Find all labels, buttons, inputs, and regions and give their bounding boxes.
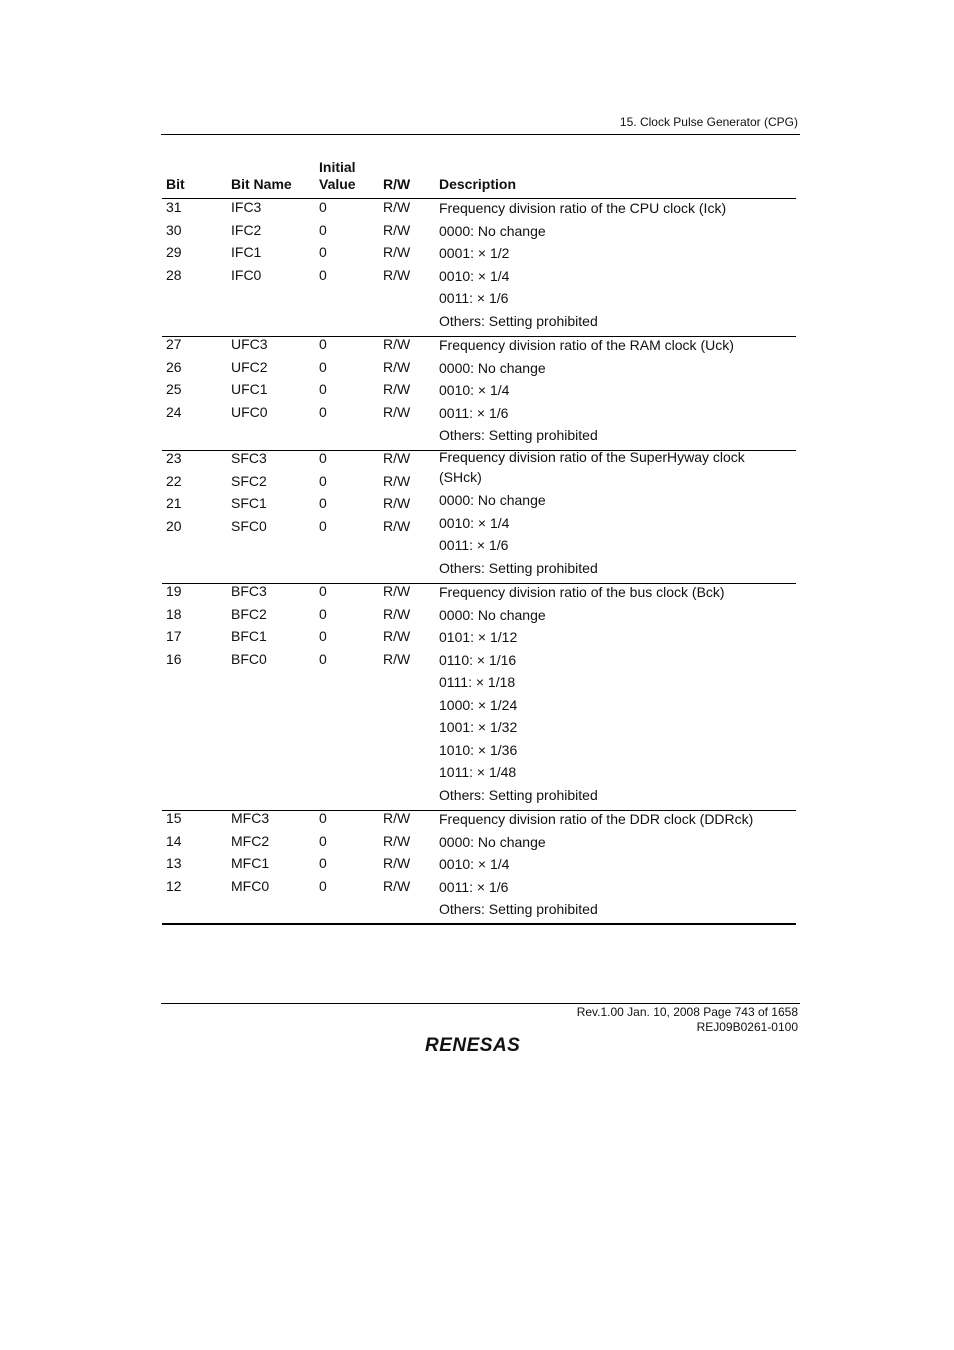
group-separator: [162, 810, 796, 811]
description-line: Frequency division ratio of the RAM clock (Uck): [439, 337, 734, 353]
cell-rw: R/W: [383, 381, 411, 397]
description-line: Frequency division ratio of the bus clock (Bck): [439, 584, 725, 600]
cell-name: IFC1: [231, 244, 262, 260]
cell-description: [439, 334, 789, 447]
cell-name: UFC3: [231, 336, 268, 352]
description-line: 0010: × 1/4: [439, 267, 510, 284]
cell-rw: R/W: [383, 472, 411, 489]
cell-rw: R/W: [383, 199, 411, 215]
cell-rw: R/W: [383, 221, 411, 238]
cell-init: 0: [319, 583, 327, 599]
table-bottom-rule: [162, 923, 796, 925]
cell-rw: R/W: [383, 628, 411, 644]
cell-init: 0: [319, 221, 327, 238]
cell-name: IFC2: [231, 221, 262, 238]
cell-init: 0: [319, 628, 327, 644]
description-line: Frequency division ratio of the SuperHyway clock: [439, 449, 745, 465]
description-line: 0110: × 1/16: [439, 651, 517, 668]
footer-rule: [161, 1003, 800, 1004]
cell-init: 0: [319, 517, 327, 534]
cell-rw: R/W: [383, 583, 411, 599]
cell-bit: 12: [166, 877, 182, 894]
cell-bit: 28: [166, 266, 182, 283]
cell-name: BFC0: [231, 650, 267, 667]
description-line: 0011: × 1/6: [439, 290, 509, 306]
cell-bit: 13: [166, 855, 182, 871]
cell-bit: 26: [166, 358, 182, 375]
cell-bit: 18: [166, 605, 182, 622]
description-line: 0000: No change: [439, 359, 546, 376]
cell-bit: 20: [166, 517, 182, 534]
cell-init: 0: [319, 877, 327, 894]
cell-name: MFC0: [231, 877, 270, 894]
cell-bit: 27: [166, 336, 182, 352]
cell-name: SFC1: [231, 495, 267, 511]
description-line: 0001: × 1/2: [439, 245, 510, 261]
cell-name: IFC3: [231, 199, 262, 215]
section-title: 15. Clock Pulse Generator (CPG): [619, 115, 798, 129]
cell-rw: R/W: [383, 244, 411, 260]
revision-line: Rev.1.00 Jan. 10, 2008 Page 743 of 1658: [576, 1005, 798, 1019]
cell-init: 0: [319, 810, 327, 826]
renesas-logo: [421, 1033, 541, 1060]
description-line: 1001: × 1/32: [439, 719, 518, 735]
cell-bit: 31: [166, 199, 182, 215]
description-line: Others: Setting prohibited: [439, 427, 598, 443]
logo-text: RENESAS: [425, 1035, 521, 1055]
cell-bit: 22: [166, 472, 182, 489]
cell-init: 0: [319, 855, 327, 871]
cell-rw: R/W: [383, 855, 411, 871]
cell-bit: 19: [166, 583, 182, 599]
cell-rw: R/W: [383, 605, 411, 622]
cell-bit: 14: [166, 832, 182, 849]
col-initial-line2: Value: [319, 176, 356, 192]
cell-description: [439, 581, 789, 806]
cell-description: [439, 808, 789, 921]
description-line: 1000: × 1/24: [439, 696, 518, 713]
description-line: Frequency division ratio of the DDR clock (DDRck): [439, 811, 754, 827]
description-line: Frequency division ratio of the CPU clock (Ick): [439, 200, 727, 216]
cell-name: SFC3: [231, 450, 267, 466]
cell-rw: R/W: [383, 495, 411, 511]
cell-init: 0: [319, 358, 327, 375]
description-line: 0011: × 1/6: [439, 404, 509, 421]
description-line: 0000: No change: [439, 606, 546, 623]
cell-init: 0: [319, 605, 327, 622]
description-line: Others: Setting prohibited: [439, 786, 598, 803]
cell-name: BFC3: [231, 583, 267, 599]
cell-bit: 25: [166, 381, 182, 397]
cell-bit: 29: [166, 244, 182, 260]
description-line: (SHck): [439, 469, 482, 485]
description-line: 0011: × 1/6: [439, 537, 509, 553]
cell-bit: 21: [166, 495, 182, 511]
cell-name: BFC1: [231, 628, 267, 644]
group-separator: [162, 583, 796, 584]
cell-init: 0: [319, 381, 327, 397]
renesas-logo-icon: [421, 1033, 541, 1055]
col-bit-name: Bit Name: [231, 176, 292, 192]
description-line: 0010: × 1/4: [439, 382, 510, 398]
cell-init: 0: [319, 650, 327, 667]
cell-init: 0: [319, 403, 327, 420]
cell-bit: 30: [166, 221, 182, 238]
cell-rw: R/W: [383, 358, 411, 375]
cell-rw: R/W: [383, 517, 411, 534]
cell-name: MFC3: [231, 810, 270, 826]
description-line: 0111: × 1/18: [439, 674, 516, 690]
cell-init: 0: [319, 450, 327, 466]
description-line: 0000: No change: [439, 222, 546, 239]
cell-rw: R/W: [383, 450, 411, 466]
col-description: Description: [439, 176, 517, 192]
cell-rw: R/W: [383, 266, 411, 283]
description-line: 1010: × 1/36: [439, 741, 518, 758]
cell-description: [439, 197, 789, 332]
col-bit: Bit: [166, 176, 185, 192]
cell-name: UFC2: [231, 358, 268, 375]
cell-rw: R/W: [383, 877, 411, 894]
description-line: Others: Setting prohibited: [439, 312, 598, 329]
cell-init: 0: [319, 472, 327, 489]
group-separator: [162, 336, 796, 337]
cell-rw: R/W: [383, 336, 411, 352]
cell-init: 0: [319, 832, 327, 849]
cell-name: BFC2: [231, 605, 267, 622]
description-line: 0010: × 1/4: [439, 514, 510, 531]
cell-name: UFC1: [231, 381, 268, 397]
cell-init: 0: [319, 266, 327, 283]
description-line: 1011: × 1/48: [439, 764, 517, 780]
description-line: 0101: × 1/12: [439, 629, 518, 645]
cell-init: 0: [319, 495, 327, 511]
col-rw: R/W: [383, 176, 411, 192]
cell-rw: R/W: [383, 810, 411, 826]
cell-name: IFC0: [231, 266, 262, 283]
cell-bit: 16: [166, 650, 182, 667]
cell-rw: R/W: [383, 650, 411, 667]
cell-name: MFC2: [231, 832, 270, 849]
cell-bit: 24: [166, 403, 182, 420]
description-line: 0000: No change: [439, 492, 546, 508]
cell-name: SFC2: [231, 472, 267, 489]
description-line: 0000: No change: [439, 833, 546, 850]
cell-init: 0: [319, 336, 327, 352]
group-separator: [162, 450, 796, 451]
cell-init: 0: [319, 199, 327, 215]
cell-rw: R/W: [383, 403, 411, 420]
description-line: Others: Setting prohibited: [439, 559, 598, 576]
cell-rw: R/W: [383, 832, 411, 849]
cell-bit: 23: [166, 450, 182, 466]
cell-init: 0: [319, 244, 327, 260]
footer-info: [577, 1005, 798, 1035]
description-line: 0011: × 1/6: [439, 878, 509, 895]
cell-name: MFC1: [231, 855, 270, 871]
cell-bit: 17: [166, 628, 182, 644]
header-rule: [161, 134, 800, 135]
table-header: [166, 158, 796, 198]
cell-description: [439, 448, 789, 579]
col-initial-line1: Initial: [319, 159, 356, 175]
description-line: Others: Setting prohibited: [439, 901, 598, 917]
description-line: 0010: × 1/4: [439, 856, 510, 872]
cell-name: UFC0: [231, 403, 268, 420]
col-initial-value: [319, 159, 356, 193]
cell-bit: 15: [166, 810, 182, 826]
cell-name: SFC0: [231, 517, 267, 534]
doc-number: REJ09B0261-0100: [696, 1020, 798, 1034]
